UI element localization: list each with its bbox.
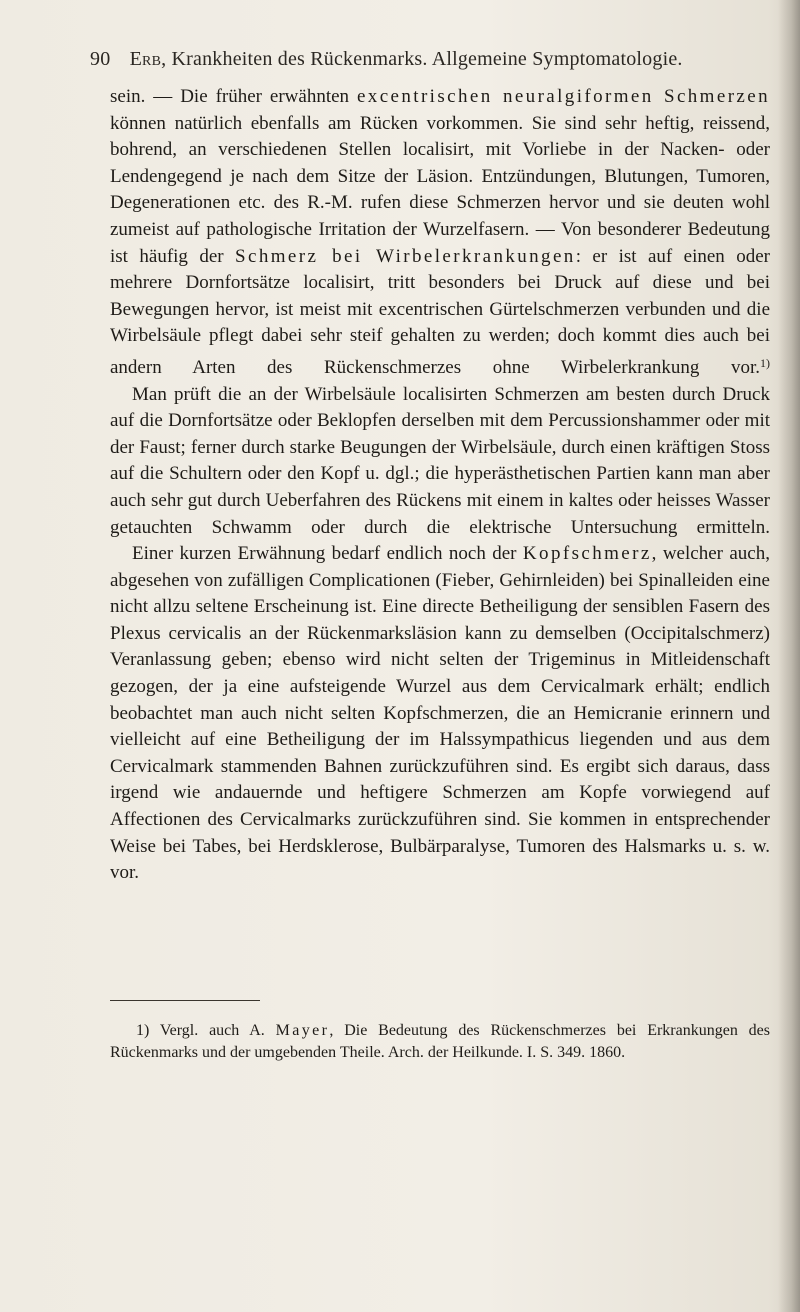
- footnote-text: [110, 1020, 770, 1064]
- emphasis-spaced: excentrischen neuralgiformen Schmerzen: [356, 86, 770, 107]
- footnote: [110, 1020, 770, 1064]
- running-head: [90, 48, 780, 71]
- text-run: , welcher auch, abgesehen von zufälligen Complicationen (Fieber, Gehirnleiden) bei Spinalleiden eine nicht allzu seltene Erscheinung ist. Eine directe Betheiligung der sensiblen Fasern des Plexus cervicalis an der Rückenmarksläsion kann zu demselben (Occipitalschmerz) Veranlassung geben; ebenso wird nicht selten der Trigeminus in Mitleidenschaft gezogen, der ja eine aufsteigende Wurzel aus dem Cervicalmark erhält; endlich beobachtet man auch nicht selten Kopfschmerzen, die an Hemicranie erinnern und vielleicht auf eine Betheiligung der im Halssympathicus liegenden und aus dem Cervicalmark stammenden Bahnen zurückzuführen sind. Es ergibt sich daraus, dass irgend wie andauernde und heftigere Schmerzen am Kopfe vorwiegend auf Affectionen des Cervicalmarks zurückzuführen sind. Sie kommen in entsprechender Weise bei Tabes, bei Herdsklerose, Bulbärparalyse, Tumoren des Halsmarks u. s. w. vor.: [110, 543, 770, 884]
- paragraph: [110, 382, 770, 542]
- body-text: [110, 84, 770, 887]
- text-run: können natürlich ebenfalls am Rücken vorkommen. Sie sind sehr heftig, reissend, bohrend, an verschiedenen Stellen localisirt, mit Vorliebe in der Nacken- oder Lendengegend je nach dem Sitze der Läsion. Entzündungen, Blutungen, Tumoren, Degenerationen etc. des R.-M. rufen diese Schmerzen hervor und sie deuten wohl zumeist auf pathologische Irritation der Wurzelfasern. — Von besonderer Bedeutung ist häufig der: [110, 112, 770, 267]
- text-run: Man prüft die an der Wirbelsäule localisirten Schmerzen am besten durch Druck auf die Dornfortsätze oder Beklopfen derselben mit dem Percussionshammer oder mit der Faust; ferner durch starke Beugungen der Wirbelsäule, durch einen kräftigen Stoss auf die Schultern oder den Kopf u. dgl.; die hyperästhetischen Partien kann man aber auch sehr gut durch Ueberfahren des Rückens mit einem in kaltes oder heisses Wasser getauchten Schwamm oder durch die elektrische Untersuchung ermitteln.: [110, 383, 770, 538]
- text-run: 1) Vergl. auch A.: [136, 1022, 276, 1039]
- emphasis-spaced: Mayer: [275, 1022, 330, 1039]
- emphasis-spaced: Kopfschmerz: [522, 543, 652, 565]
- emphasis-spaced: Schmerz bei Wirbelerkrankungen: [235, 245, 576, 267]
- footnote-rule: [110, 1000, 260, 1001]
- footnote-marker: 1): [760, 355, 770, 370]
- paragraph: [110, 84, 770, 382]
- text-run: Einer kurzen Erwähnung bedarf endlich noch der: [132, 543, 523, 565]
- text-run: , Die Bedeutung des Rückenschmerzes bei Erkrankungen des Rückenmarks und der umgebenden Theile. Arch. der Heilkunde. I. S. 349. 1860.: [110, 1022, 771, 1061]
- running-head-author: Erb,: [129, 48, 167, 70]
- running-head-title: Krankheiten des Rückenmarks. Allgemeine Symptomatologie.: [171, 48, 683, 70]
- paragraph: [110, 541, 770, 887]
- text-run: sein. — Die früher erwähnten: [110, 86, 357, 107]
- text-run: : er ist auf einen oder mehrere Dornfortsätze localisirt, tritt besonders bei Druck auf diese und bei Bewegungen hervor, ist meist mit excentrischen Gürtelschmerzen verbunden und die Wirbelsäule pflegt dabei sehr steif gehalten zu werden; doch kommt dies auch bei andern Arten des Rückenschmerzes ohne Wirbelerkrankung vor.: [110, 245, 771, 378]
- page-edge-shadow: [778, 0, 800, 1312]
- page-number: 90: [90, 48, 111, 70]
